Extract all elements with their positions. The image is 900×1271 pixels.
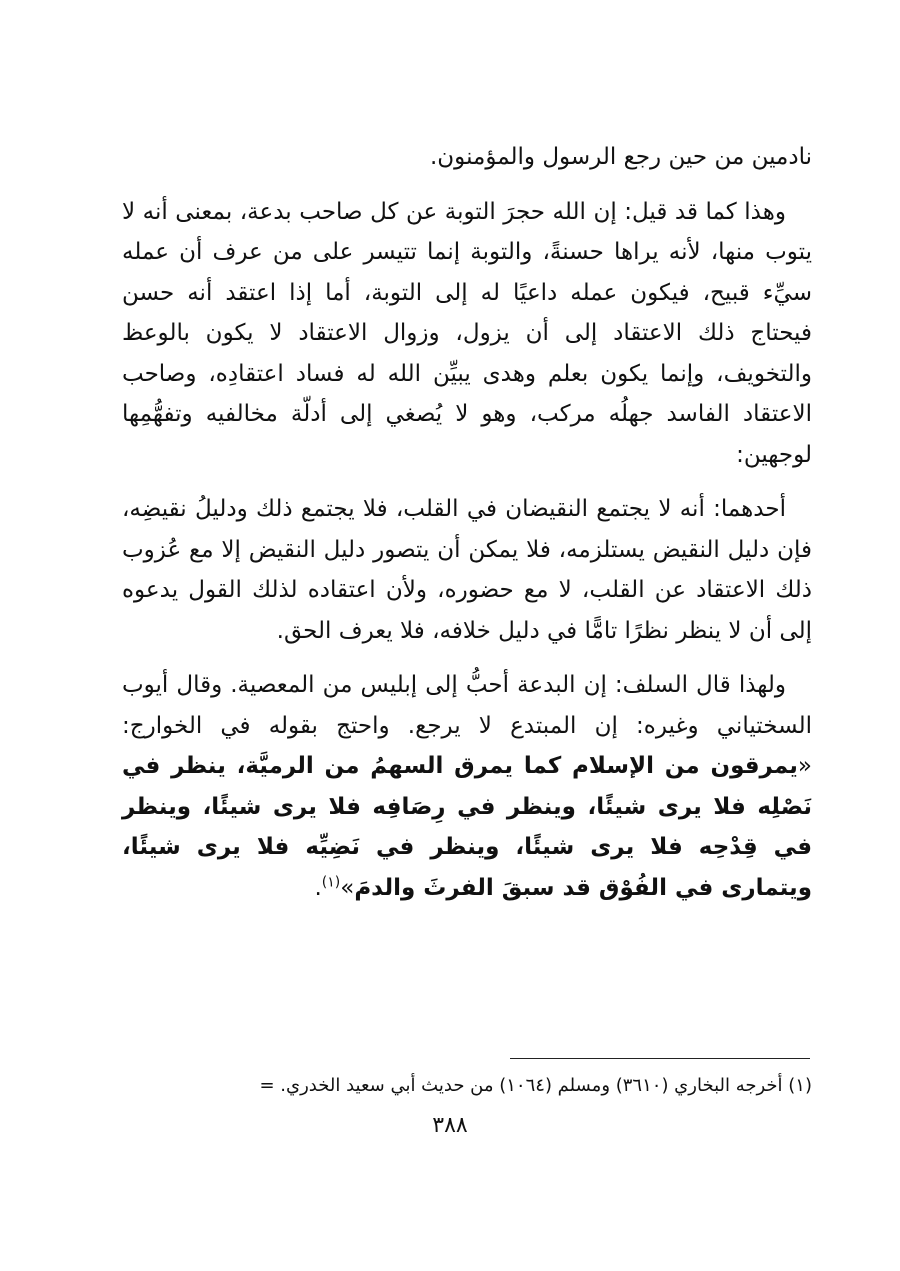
paragraph-repentance: وهذا كما قد قيل: إن الله حجرَ التوبة عن كل صاحب بدعة، بمعنى أنه لا يتوب منها، لأنه يراها حسنةً، والتوبة إنما تتيسر على من عرف أن عمله سيِّء قبيح، فيكون عمله داعيًا له إلى التوبة، أما إذا اعتقد أنه حسن فيحتاج ذلك الاعتقاد إلى أن يزول، وزوال الاعتقاد لا يكون بالوعظ والتخويف، وإنما يكون بعلم وهدى يبيِّن الله له فساد اعتقادِه، وصاحب الاعتقاد الفاسد جهلُه مركب، وهو لا يُصغي إلى أدلّة مخالفيه وتفهُّمِها لوجهين:: [122, 198, 812, 468]
paragraph-gap: [122, 651, 812, 665]
paragraph-gap: [122, 475, 812, 489]
paragraph-salaf-quote: [122, 665, 812, 908]
footnote-reference[interactable]: (١): [321, 873, 341, 890]
sentence-end: .: [314, 874, 322, 901]
paragraph-first-reason: أحدهما: أنه لا يجتمع النقيضان في القلب، فلا يجتمع ذلك ودليلُ نقيضِه، فإن دليل النقيض يستلزمه، فلا يمكن أن يتصور دليل النقيض إلا مع عُزوب ذلك الاعتقاد عن القلب، لا مع حضوره، ولأن اعتقاده لذلك القول يدعوه إلى أن لا ينظر نظرًا تامًّا في دليل خلافه، فلا يعرف الحق.: [122, 496, 812, 644]
quote-close-mark: »: [340, 874, 355, 901]
footnote-text: (١) أخرجه البخاري (٣٦١٠) ومسلم (١٠٦٤) من حديث أبي سعيد الخدري. =: [259, 1075, 812, 1096]
hadith-quote: يمرقون من الإسلام كما يمرق السهمُ من الرميَّة، ينظر في نَصْلِه فلا يرى شيئًا، وينظر في رِصَافِه فلا يرى شيئًا، وينظر في قِدْحِه فلا يرى شيئًا، وينظر في نَضِيِّه فلا يرى شيئًا، ويتمارى في الفُوْق قد سبقَ الفرثَ والدمَ: [122, 753, 812, 901]
paragraph-continuation: نادمين من حين رجع الرسول والمؤمنون.: [429, 144, 812, 170]
paragraph-gap: [122, 178, 812, 192]
main-text-block: [122, 137, 812, 908]
page-number: ٣٨٨: [432, 1113, 468, 1138]
footnote-separator: [510, 1058, 810, 1059]
salaf-quote-intro: ولهذا قال السلف: إن البدعة أحبُّ إلى إبليس من المعصية. وقال أيوب السختياني وغيره: إن المبتدع لا يرجع. واحتج بقوله في الخوارج: «: [122, 672, 812, 779]
